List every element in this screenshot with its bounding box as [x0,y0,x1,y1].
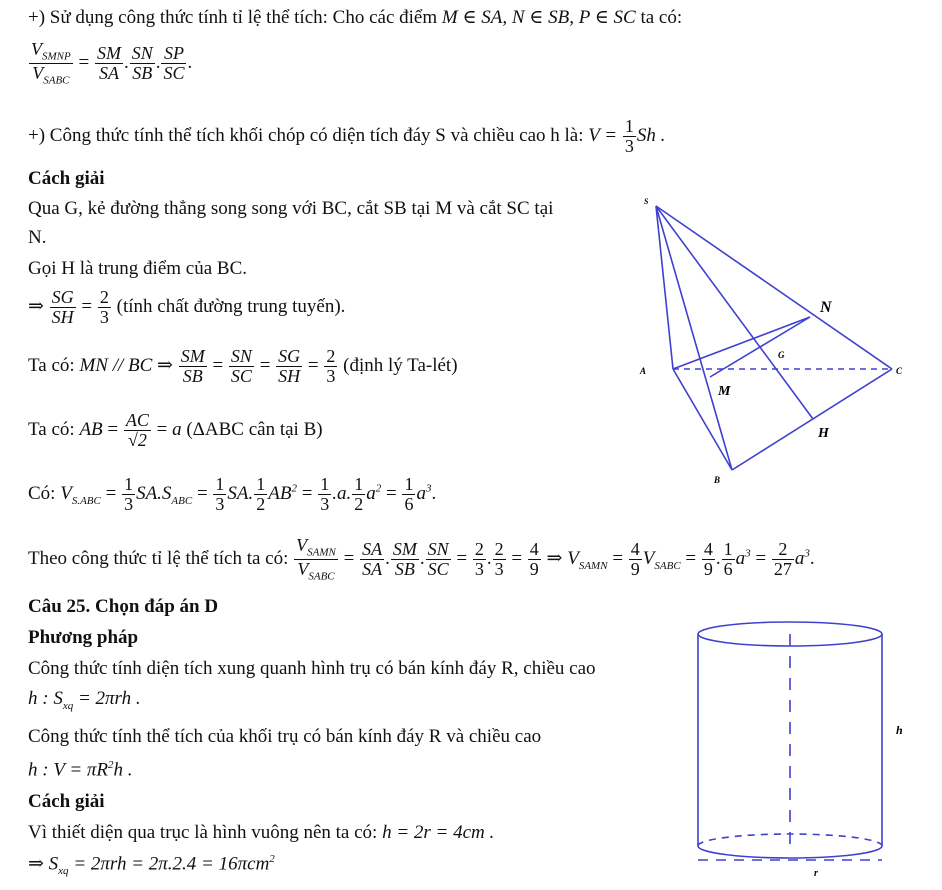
line-20: Vì thiết diện qua trục là hình vuông nên ta có: h = 2r = 4cm . [28,822,495,843]
line-18: h : $V = \pi R^2h$ . [28,759,133,781]
line-3 [28,117,665,156]
fraction: $\frac{SN}{SB}$ [131,43,153,84]
math: V = [588,124,622,146]
fraction: $\frac{SM}{SB}$ [180,346,205,386]
label-A: A [640,366,647,376]
text: Theo công thức tỉ lệ thể tích ta có: [28,548,294,569]
fraction: $\frac{SG}{SH}$ [51,287,74,327]
segment-MN [710,317,810,377]
heading-cau-25: Câu 25. Chọn đáp án D [28,596,219,617]
text: +) Công thức tính thể tích khối chóp có diện tích đáy S và chiều cao h là: [28,124,589,146]
median-SH [656,206,813,419]
text: Ta có: [28,418,80,440]
text: (định lý Ta-lét) [343,354,458,376]
fraction: $\frac{SN}{SC}$ [427,539,449,580]
fraction: $\frac{2}{3}$ [326,346,336,386]
line-12: Theo công thức tỉ lệ thể tích ta có: $\frac{V_{SAMN}}{V_{SABC}}$ = $\frac{SA}{SA}$ . $\frac{SM}{SB}$ . $\frac{SN}{SC}$ = $\frac{2}{3}$ . $\frac{2}{3}$ = $\frac{4}{9}$ ⇒ $V_{SAMN}$ = $\frac{4}{9}$ $V_{SABC}$ = $\frac{4}{9}$ . $\frac{1}{6}$ $a^3$ = $\frac{2}{27}$ $a^3$. [28,535,815,583]
fraction: $\frac{1}{3}$ [215,474,225,514]
line-1 [28,8,682,27]
fraction: $\frac{1}{6}$ [723,539,733,580]
fraction: $\frac{SG}{SH}$ [278,346,301,386]
label-B: B [714,475,721,485]
edge-SB [656,206,732,470]
fraction: $\frac{2}{3}$ [494,539,504,580]
fraction: $\frac{SM}{SB}$ [392,539,417,580]
fraction: $\frac{AC}{√2}$ [125,410,149,450]
fraction: $\frac{1}{2}$ [354,474,364,514]
math: Sh . [636,124,666,146]
text: (ΔABC cân tại B) [186,418,323,440]
line-15: Công thức tính diện tích xung quanh hình trụ có bán kính đáy R, chiều cao [28,658,596,679]
line-16: h : $S_{xq} = 2\pi rh$ . [28,688,141,712]
label-r: r [814,868,818,879]
line-11: Có: $V_{S.ABC}$ = $\frac{1}{3}$ $SA.S_{ABC}$ = $\frac{1}{3}$ SA. $\frac{1}{2}$ $AB^2$ = $\frac{1}{3}$ .a. $\frac{1}{2}$ $a^2$ = $\frac{1}{6}$ $a^3$. [28,474,437,514]
label-N: N [820,299,832,316]
edge-BC [732,369,892,470]
label-h: h [896,723,903,737]
cylinder-figure [690,614,920,886]
text: (tính chất đường trung tuyến). [116,295,346,317]
fraction: $\frac{2}{3}$ [474,539,484,580]
line-17: Công thức tính thể tích của khối trụ có bán kính đáy R và chiều cao [28,726,542,747]
fraction: $\frac{SA}{SA}$ [362,539,383,580]
fraction: $\frac{4}{9}$ [529,539,539,580]
label-S: S [644,197,649,206]
math: M ∈ SA, N ∈ SB, P ∈ SC [441,7,636,28]
fraction: $\frac{SM}{SA}$ [96,43,121,84]
label-M: M [718,384,731,399]
edge-SC [656,206,892,369]
heading-cach-giai: Cách giải [28,168,105,189]
line-7: Gọi H là trung điểm của BC. [28,258,247,279]
line-5: Qua G, kẻ đường thẳng song song với BC, cắt SB tại M và cắt SC tại [28,198,554,219]
line-21: ⇒ $S_{xq} = 2\pi rh = 2\pi.2.4 = 16\pi cm^2$ [28,853,275,878]
fraction-one-third: $\frac{1}{3}$ [624,116,634,156]
line-6: N. [28,227,47,248]
fraction: $\frac{V_{SAMN}}{V_{SABC}}$ [296,535,336,583]
text: ta có: [635,7,683,28]
label-H: H [818,426,829,441]
line-9: Ta có: MN // BC ⇒ $\frac{SM}{SB}$ = $\frac{SN}{SC}$ = $\frac{SG}{SH}$ = $\frac{2}{3}$ (định lý Ta-lét) [28,346,458,386]
fraction: $\frac{4}{9}$ [630,539,640,580]
fraction: $\frac{1}{6}$ [404,474,414,514]
fraction: $\frac{1}{2}$ [256,474,266,514]
line-8: ⇒ $\frac{SG}{SH}$ = $\frac{2}{3}$ (tính chất đường trung tuyến). [28,287,346,327]
fraction: $\frac{V_{SMNP}}{V_{SABC}}$ [31,39,71,87]
fraction: $\frac{2}{27}$ [773,539,792,580]
heading-cach-giai-2: Cách giải [28,791,105,812]
label-G: G [778,350,785,360]
label-C: C [896,366,903,376]
edge-SA [656,206,673,369]
text: Ta có: [28,354,80,376]
fraction: $\frac{SP}{SC}$ [163,43,185,84]
fraction: $\frac{SN}{SC}$ [230,346,252,386]
heading-phuong-phap: Phương pháp [28,627,139,648]
fraction: $\frac{1}{3}$ [124,474,134,514]
math: MN // BC ⇒ [79,354,173,376]
bottom-front-arc [698,846,882,858]
fraction: $\frac{4}{9}$ [703,539,713,580]
text: +) Sử dụng công thức tính tỉ lệ thể tích: Cho các điểm [28,7,442,28]
text: Có: [28,482,61,504]
line-10: Ta có: AB = $\frac{AC}{√2}$ = a (ΔABC cân tại B) [28,410,323,450]
line-2-volume-ratio: $\frac{V_{SMNP}}{V_{SABC}}$ = $\frac{SM}{SA}$ . $\frac{SN}{SB}$ . $\frac{SP}{SC}$ . [31,39,193,87]
fraction: $\frac{1}{3}$ [320,474,330,514]
pyramid-figure [630,192,920,492]
fraction: $\frac{2}{3}$ [99,287,109,327]
line-AN [673,317,810,369]
